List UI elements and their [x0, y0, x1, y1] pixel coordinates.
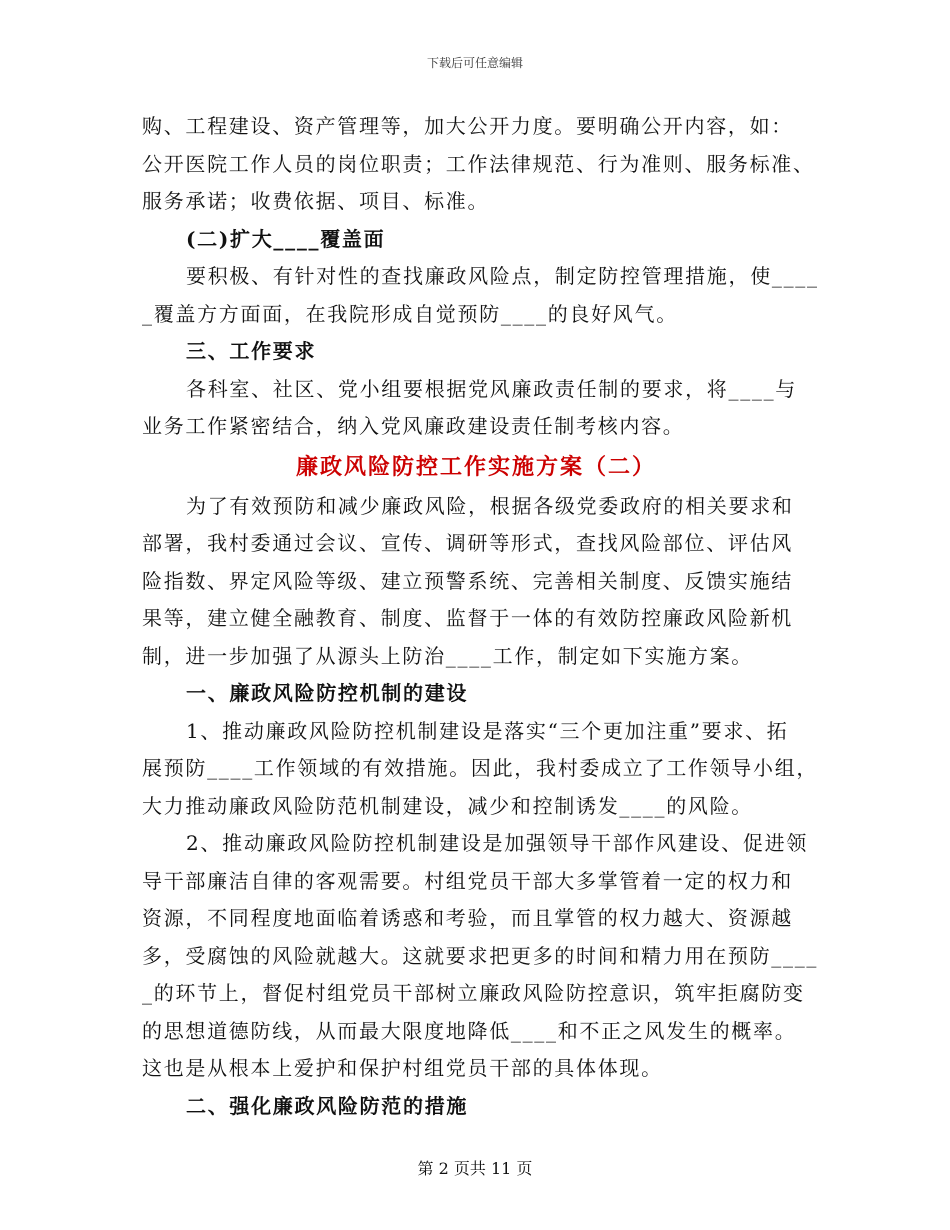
paragraph-point-1 [142, 713, 819, 826]
paragraph-intro [142, 488, 810, 676]
heading-measures: 二、强化廉政风险防范的措施 [186, 1093, 469, 1118]
text-line: 业务工作紧密结合，纳入党风廉政建设责任制考核内容。 [142, 414, 685, 438]
text-line: 大力推动廉政风险防范机制建设，减少和控制诱发____的风险。 [142, 793, 753, 818]
paragraph-continued [142, 108, 815, 221]
text-line: 的思想道德防线，从而最大限度地降低____和不正之风发生的概率。 [142, 1018, 797, 1043]
text-line: 制，进一步加强了从源头上防治____工作，制定如下实施方案。 [142, 643, 753, 668]
section-title: 廉政风险防控工作实施方案（二） [295, 453, 656, 480]
text-line: 险指数、界定风险等级、建立预警系统、完善相关制度、反馈实施结 [142, 568, 793, 593]
text-line: 展预防____工作领域的有效措施。因此，我村委成立了工作领导小组， [142, 756, 819, 780]
page-footer: 第 2 页共 11 页 [417, 1159, 533, 1178]
subheading-san: 三、工作要求 [186, 339, 317, 363]
text-line: _覆盖方方面面，在我院形成自觉预防____的良好风气。 [142, 301, 678, 326]
document-body [142, 108, 819, 1125]
page-header: 下载后可任意编辑 [426, 56, 523, 70]
text-line: _的环节上，督促村组党员干部树立廉政风险防控意识，筑牢拒腐防变 [142, 981, 805, 1005]
paragraph-point-2 [142, 825, 819, 1088]
subheading-er: (二)扩大____覆盖面 [186, 226, 386, 251]
text-line: 导干部廉洁自律的客观需要。村组党员干部大多掌管着一定的权力和 [142, 868, 793, 893]
text-line: 要积极、有针对性的查找廉政风险点，制定防控管理措施，使____ [186, 264, 819, 288]
paragraph-requirements [142, 371, 810, 446]
text-line: 资源，不同程度地面临着诱惑和考验，而且掌管的权力越大、资源越 [142, 906, 793, 930]
text-line: 果等，建立健全融教育、制度、监督于一体的有效防控廉政风险新机 [142, 606, 793, 630]
text-line: 各科室、社区、党小组要根据党风廉政责任制的要求，将____与 [186, 376, 797, 401]
text-line: 公开医院工作人员的岗位职责；工作法律规范、行为准则、服务标准、 [142, 151, 815, 176]
heading-mechanism: 一、廉政风险防控机制的建设 [186, 681, 469, 705]
paragraph-coverage [142, 258, 819, 333]
text-line: 多，受腐蚀的风险就越大。这就要求把更多的时间和精力用在预防____ [142, 943, 819, 968]
text-line: 为了有效预防和减少廉政风险，根据各级党委政府的相关要求和 [186, 493, 794, 518]
text-line: 1、推动廉政风险防控机制建设是落实“三个更加注重”要求、拓 [186, 718, 789, 743]
text-line: 2、推动廉政风险防控机制建设是加强领导干部作风建设、促进领 [186, 831, 809, 855]
text-line: 服务承诺；收费依据、项目、标准。 [142, 189, 490, 213]
text-line: 购、工程建设、资产管理等，加大公开力度。要明确公开内容，如： [142, 114, 793, 138]
text-line: 部署，我村委通过会议、宣传、调研等形式，查找风险部位、评估风 [142, 531, 793, 555]
text-line: 这也是从根本上爱护和保护村组党员干部的具体体现。 [142, 1056, 663, 1080]
